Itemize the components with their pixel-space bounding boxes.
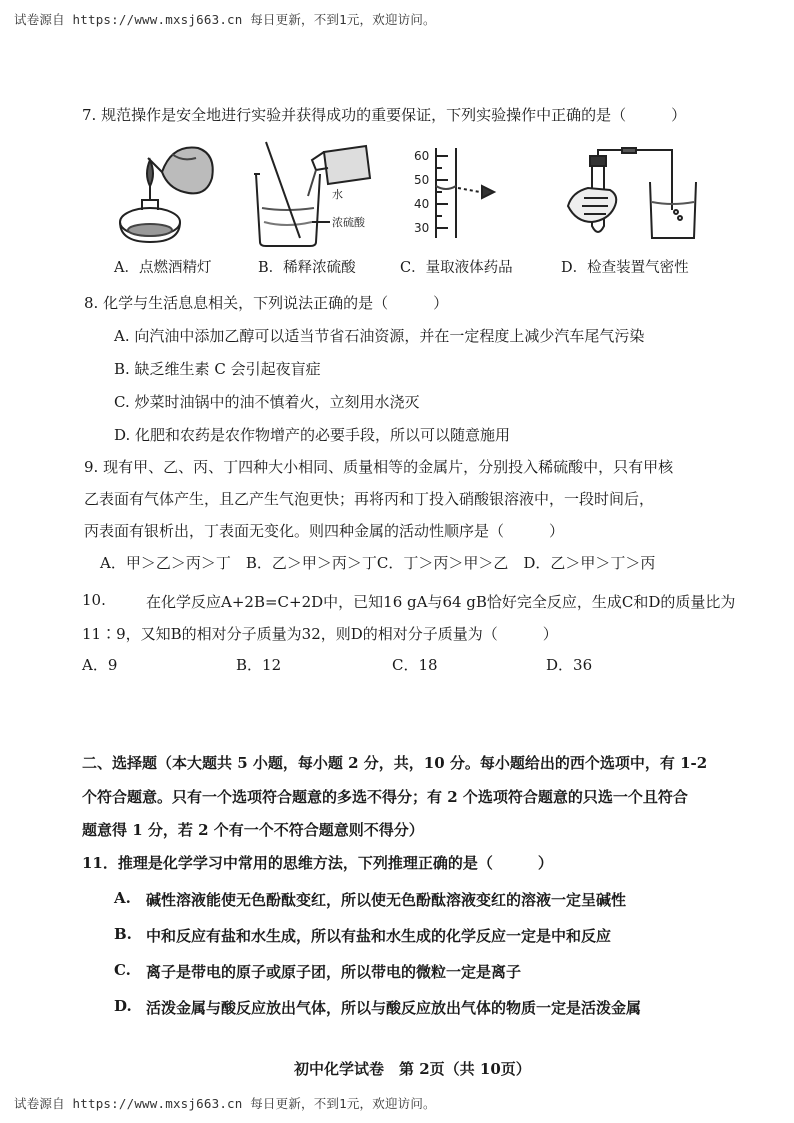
section-2-line-2: 个符合题意。只有一个选项符合题意的多选不得分；有 2 个选项符合题意的只选一个且符合 bbox=[82, 788, 688, 806]
q11-option-b-text: 中和反应有盐和水生成，所以有盐和水生成的化学反应一定是中和反应 bbox=[146, 927, 612, 945]
figure-alcohol-lamp bbox=[112, 134, 222, 249]
question-11-stem: 11．推理是化学学习中常用的思维方法，下列推理正确的是（ ） bbox=[82, 854, 553, 872]
cylinder-tick-60: 60 bbox=[414, 149, 430, 163]
q7-option-d: D．检查装置气密性 bbox=[561, 260, 689, 276]
question-9-line-1: 9. 现有甲、乙、丙、丁四种大小相同、质量相等的金属片，分别投入稀硫酸中，只有甲核 bbox=[84, 458, 674, 476]
cylinder-tick-30: 30 bbox=[414, 221, 430, 235]
cylinder-tick-40: 40 bbox=[414, 197, 430, 211]
q11-option-d-letter: D. bbox=[114, 997, 132, 1015]
q7-option-a: A．点燃酒精灯 bbox=[114, 260, 212, 276]
q11-option-d-text: 活泼金属与酸反应放出气体，所以与酸反应放出气体的物质一定是活泼金属 bbox=[146, 999, 642, 1017]
cylinder-tick-50: 50 bbox=[414, 173, 430, 187]
q8-option-d: D. 化肥和农药是农作物增产的必要手段，所以可以随意施用 bbox=[114, 426, 511, 444]
q11-option-b-letter: B. bbox=[114, 925, 132, 943]
figure-acid-label: 浓硫酸 bbox=[332, 216, 365, 229]
figure-airtightness bbox=[562, 148, 702, 244]
q11-option-c-letter: C. bbox=[114, 961, 131, 979]
figure-dilute-acid bbox=[246, 138, 381, 250]
question-10-line-2: 11∶9，又知B的相对分子质量为32，则D的相对分子质量为（ ） bbox=[82, 625, 558, 643]
q11-option-a-text: 碱性溶液能使无色酚酞变红，所以使无色酚酞溶液变红的溶液一定呈碱性 bbox=[146, 891, 627, 909]
question-8-stem: 8. 化学与生活息息相关，下列说法正确的是（ ） bbox=[84, 294, 449, 312]
q10-option-a: A．9 bbox=[82, 656, 118, 674]
question-10-line-1: 在化学反应A+2B=C+2D中，已知16 gA与64 gB恰好完全反应，生成C和D的质量比为 bbox=[146, 593, 736, 611]
q7-option-b: B．稀释浓硫酸 bbox=[258, 260, 356, 276]
question-9-line-3: 丙表面有银析出，丁表面无变化。则四种金属的活动性顺序是（ ） bbox=[84, 522, 565, 540]
q8-option-c: C. 炒菜时油锅中的油不慎着火，立刻用水浇灭 bbox=[114, 393, 420, 411]
header-watermark: 试卷源自 https://www.mxsj663.cn 每日更新，不到1元，欢迎访问。 bbox=[14, 12, 436, 27]
figure-water-label: 水 bbox=[332, 188, 343, 201]
page-footer: 初中化学试卷 第 2页（共 10页） bbox=[294, 1060, 531, 1078]
question-10-number: 10. bbox=[82, 591, 106, 609]
figure-measuring-cylinder bbox=[408, 146, 508, 238]
q11-option-c-text: 离子是带电的原子或原子团，所以带电的微粒一定是离子 bbox=[146, 963, 522, 981]
q7-option-c: C．量取液体药品 bbox=[400, 260, 513, 276]
q8-option-b: B. 缺乏维生素 C 会引起夜盲症 bbox=[114, 360, 321, 378]
q10-option-b: B．12 bbox=[236, 656, 282, 674]
question-9-line-2: 乙表面有气体产生，且乙产生气泡更快；再将丙和丁投入硝酸银溶液中，一段时间后， bbox=[84, 490, 655, 508]
section-2-line-3: 题意得 1 分，若 2 个有一个不符合题意则不得分） bbox=[82, 821, 424, 839]
q11-option-a-letter: A. bbox=[114, 889, 131, 907]
q10-option-c: C．18 bbox=[392, 656, 438, 674]
q9-options: A．甲＞乙＞丙＞丁 B．乙＞甲＞丙＞丁C．丁＞丙＞甲＞乙 D．乙＞甲＞丁＞丙 bbox=[100, 554, 656, 572]
q8-option-a: A. 向汽油中添加乙醇可以适当节省石油资源，并在一定程度上减少汽车尾气污染 bbox=[114, 327, 645, 345]
q10-option-d: D．36 bbox=[546, 656, 593, 674]
section-2-line-1: 二、选择题（本大题共 5 小题，每小题 2 分，共，10 分。每小题给出的西个选项中，有 1-2 bbox=[82, 754, 708, 772]
question-7-stem: 7. 规范操作是安全地进行实验并获得成功的重要保证，下列实验操作中正确的是（ ） bbox=[82, 106, 687, 124]
footer-watermark: 试卷源自 https://www.mxsj663.cn 每日更新，不到1元，欢迎访问。 bbox=[14, 1096, 436, 1111]
